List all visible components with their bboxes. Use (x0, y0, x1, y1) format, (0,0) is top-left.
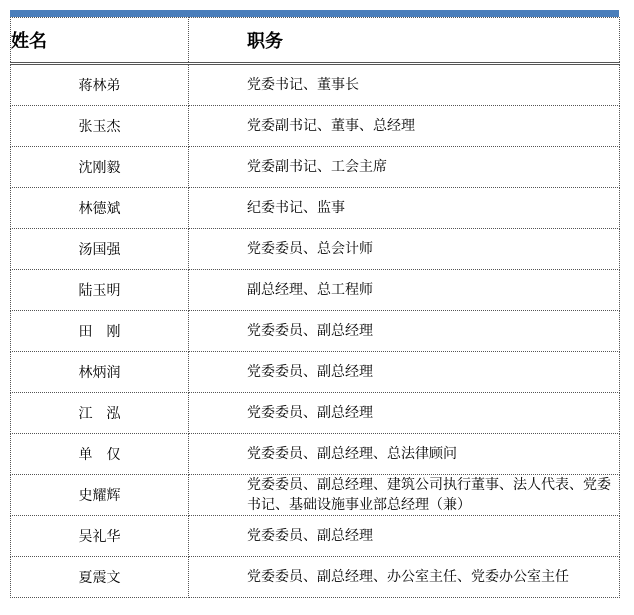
person-name: 汤国强 (11, 229, 189, 270)
table-row (11, 516, 620, 557)
table-row (11, 557, 620, 598)
person-position: 党委委员、副总经理、办公室主任、党委办公室主任 (189, 557, 620, 598)
table-row (11, 188, 620, 229)
person-name: 张玉杰 (11, 106, 189, 147)
person-name: 田 刚 (11, 311, 189, 352)
person-name: 夏震文 (11, 557, 189, 598)
person-position: 党委副书记、董事、总经理 (189, 106, 620, 147)
person-name: 史耀辉 (11, 475, 189, 516)
person-position: 党委委员、副总经理、总法律顾问 (189, 434, 620, 475)
leadership-table (10, 17, 620, 598)
person-position: 副总经理、总工程师 (189, 270, 620, 311)
person-name: 吴礼华 (11, 516, 189, 557)
person-position: 党委副书记、工会主席 (189, 147, 620, 188)
header-position: 职务 (189, 18, 620, 64)
person-position: 党委委员、副总经理 (189, 393, 620, 434)
table-row (11, 106, 620, 147)
table-row (11, 311, 620, 352)
table-row (11, 352, 620, 393)
person-name: 蒋林弟 (11, 64, 189, 106)
person-position: 纪委书记、监事 (189, 188, 620, 229)
table-row (11, 434, 620, 475)
person-position: 党委委员、总会计师 (189, 229, 620, 270)
person-name: 江 泓 (11, 393, 189, 434)
table-row (11, 393, 620, 434)
table-row (11, 229, 620, 270)
person-position: 党委委员、副总经理 (189, 311, 620, 352)
table-header-row (11, 18, 620, 64)
person-name: 林德斌 (11, 188, 189, 229)
header-name: 姓名 (11, 18, 189, 64)
person-name: 沈刚毅 (11, 147, 189, 188)
person-position: 党委书记、董事长 (189, 64, 620, 106)
person-position: 党委委员、副总经理 (189, 516, 620, 557)
table-row (11, 147, 620, 188)
person-position: 党委委员、副总经理、建筑公司执行董事、法人代表、党委书记、基础设施事业部总经理（兼） (189, 475, 620, 516)
person-position: 党委委员、副总经理 (189, 352, 620, 393)
top-accent-bar (10, 10, 619, 17)
leadership-table-container (10, 10, 619, 598)
person-name: 陆玉明 (11, 270, 189, 311)
table-row (11, 475, 620, 516)
person-name: 单 仅 (11, 434, 189, 475)
table-row (11, 64, 620, 106)
table-row (11, 270, 620, 311)
person-name: 林炳润 (11, 352, 189, 393)
